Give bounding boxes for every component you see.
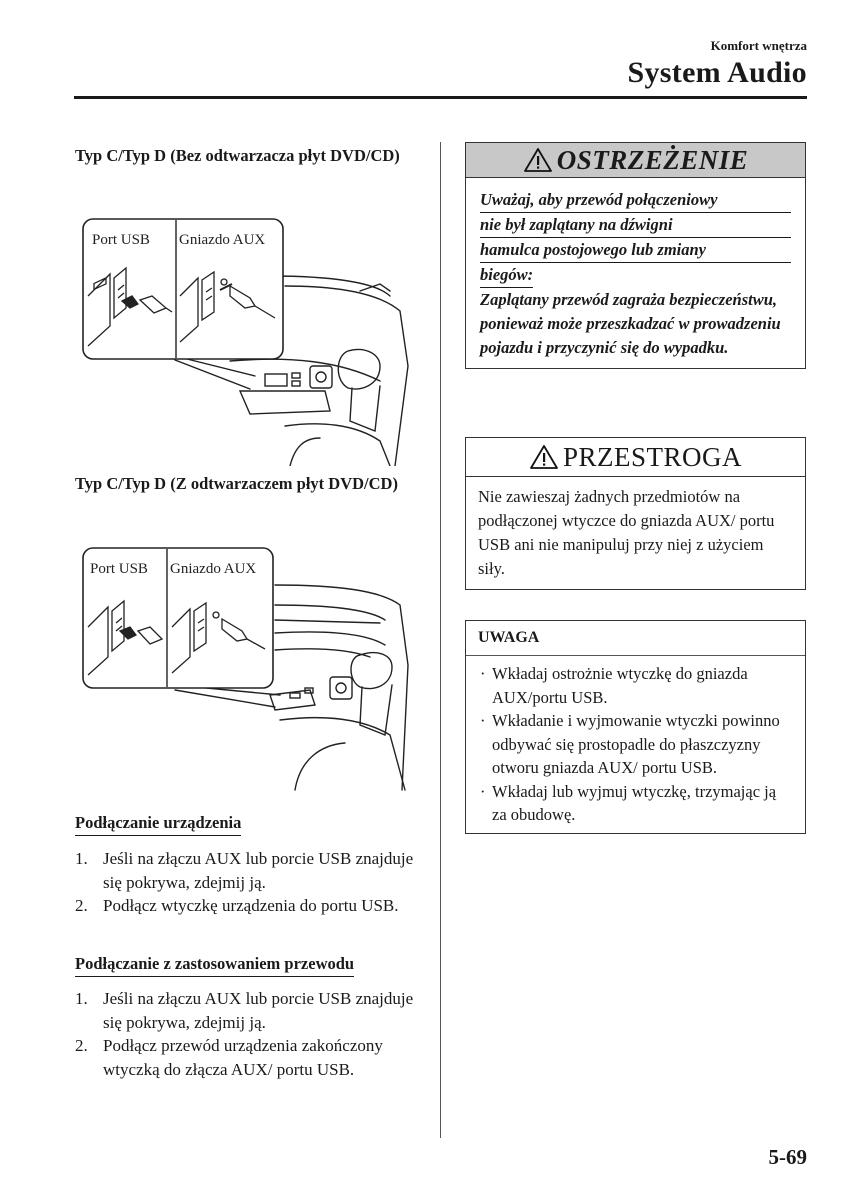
label-aux-jack: Gniazdo AUX [170, 561, 257, 577]
label-aux-jack: Gniazdo AUX [179, 232, 266, 248]
note-box [465, 620, 806, 834]
warning-box [465, 142, 806, 369]
list-item: 1. Jeśli na złączu AUX lub porcie USB znajduje się pokrywa, zdejmij ją. [75, 989, 414, 1032]
figure-with-dvd [80, 545, 420, 795]
section-title-connect-device: Podłączanie urządzenia [75, 812, 241, 836]
steps-connect-device [75, 847, 415, 918]
page-title: System Audio [627, 56, 807, 89]
header-divider [74, 96, 807, 99]
console-illustration-1 [80, 216, 420, 466]
list-item: 1. Jeśli na złączu AUX lub porcie USB znajduje się pokrywa, zdejmij ją. [75, 849, 414, 892]
warning-title: OSTRZEŻENIE [556, 144, 749, 175]
list-item: · Wkładaj ostrożnie wtyczkę do gniazda AUX/portu USB. [480, 662, 793, 709]
warning-triangle-icon [529, 444, 559, 470]
page-number: 5-69 [768, 1145, 807, 1169]
heading-with-dvd: Typ C/Typ D (Z odtwarzaczem płyt DVD/CD) [75, 474, 398, 493]
figure-no-dvd [80, 216, 420, 466]
caution-text: Nie zawieszaj żadnych przedmiotów na podłączonej wtyczce do gniazda AUX/ portu USB ani nie manipuluj przy niej z użyciem siły. [478, 487, 775, 578]
caution-box [465, 437, 806, 590]
label-usb-port: Port USB [90, 561, 148, 577]
list-item: 2. Podłącz przewód urządzenia zakończony wtyczką do złącza AUX/ portu USB. [75, 1036, 383, 1079]
steps-connect-cable [75, 987, 415, 1081]
console-illustration-2 [80, 545, 420, 795]
list-item: 2. Podłącz wtyczkę urządzenia do portu USB. [75, 896, 399, 915]
warning-text: Zaplątany przewód zagraża bezpieczeństwu, ponieważ może przeszkadzać w prowadzeniu pojazdu i przyczynić się do wypadku. [480, 290, 781, 357]
section-label: Komfort wnętrza [710, 38, 807, 53]
list-item: · Wkładaj lub wyjmuj wtyczkę, trzymając ją za obudowę. [480, 780, 793, 827]
list-item: · Wkładanie i wyjmowanie wtyczki powinno odbywać się prostopadle do płaszczyzny otworu gniazda AUX/ portu USB. [480, 709, 793, 780]
caution-header [466, 438, 805, 477]
warning-triangle-icon [523, 147, 553, 173]
note-title: UWAGA [466, 621, 805, 656]
caution-title: PRZESTROGA [562, 441, 743, 472]
warning-body: Uważaj, aby przewód połączeniowy nie był zaplątany na dźwigni hamulca postojowego lub zmiany biegów: Zaplątany przewód zagraża bezpieczeństwu, ponieważ może przeszkadzać w prowadzeniu pojazdu i przyczynić się do wypadku. [466, 178, 805, 368]
column-divider [440, 142, 441, 1138]
section-title-connect-cable: Podłączanie z zastosowaniem przewodu [75, 953, 354, 977]
label-usb-port: Port USB [92, 232, 150, 248]
warning-header [466, 143, 805, 178]
heading-no-dvd: Typ C/Typ D (Bez odtwarzacza płyt DVD/CD) [75, 146, 400, 165]
note-list [466, 656, 805, 833]
